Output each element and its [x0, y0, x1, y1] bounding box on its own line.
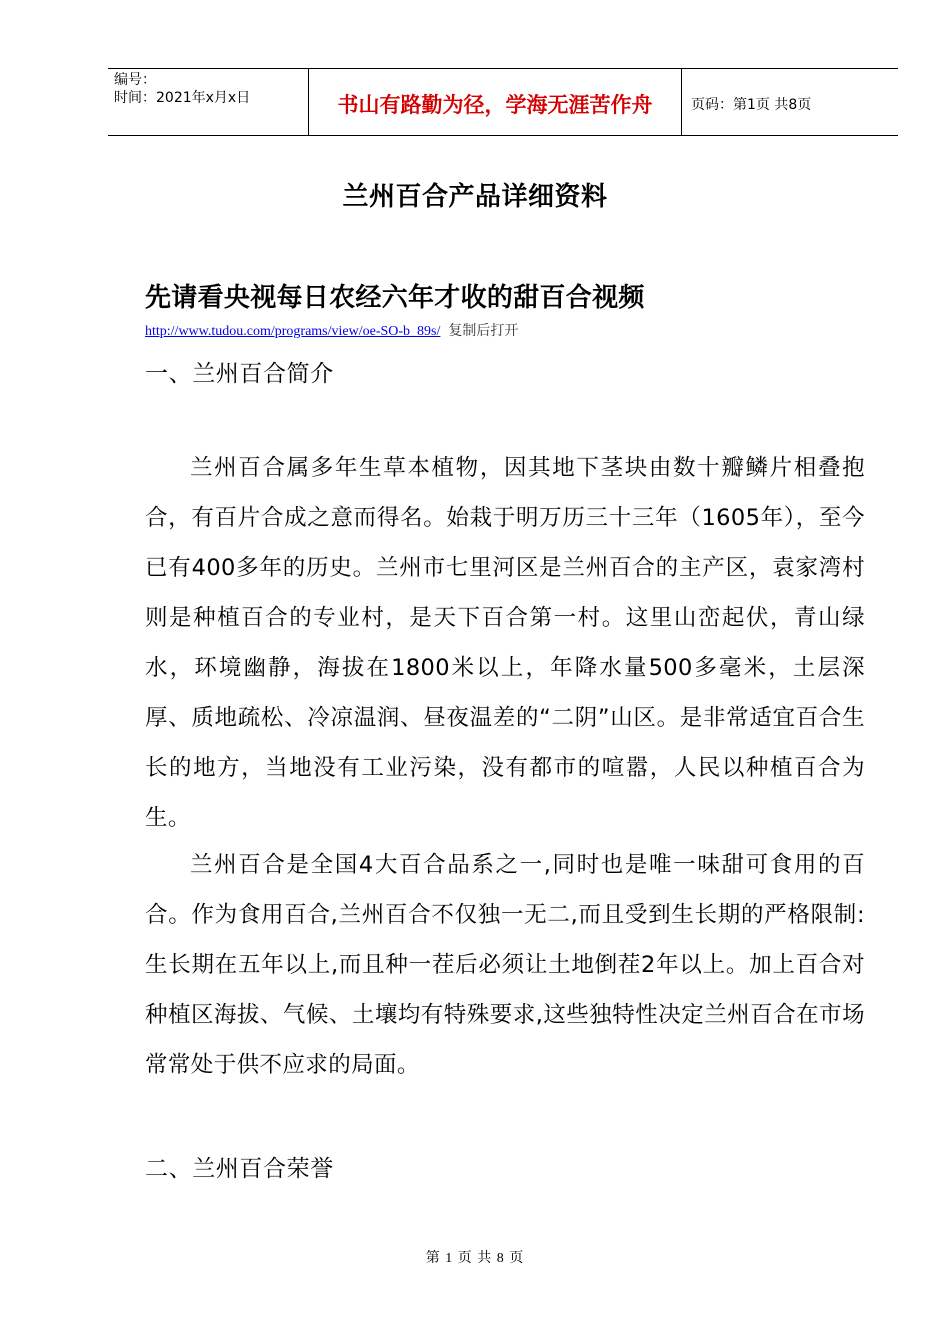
section-heading-intro: 一、兰州百合简介 — [145, 361, 334, 387]
paragraph: 兰州百合是全国4大百合品系之一,同时也是唯一味甜可食用的百合。作为食用百合,兰州百合不仅独一无二,而且受到生长期的严格限制: 生长期在五年以上,而且种一茬后必须让土地倒茬2年以上。加上百合对种植区海拔、气候、土壤均有特殊要求,这些独特性决定兰州百合在市场常常处于供不应求的局面。 — [145, 852, 865, 1078]
video-link[interactable]: http://www.tudou.com/programs/view/oe-SO-b_89s/ — [145, 324, 441, 339]
section-intro-body-2 — [145, 840, 865, 1090]
page-footer: 第 1 页 共 8 页 — [425, 1251, 525, 1266]
document-date-label: 时间：2021年x月x日 — [114, 90, 251, 106]
document-id-label: 编号： — [114, 72, 156, 88]
document-title: 兰州百合产品详细资料 — [342, 182, 608, 212]
page-header — [108, 68, 898, 136]
paragraph: 兰州百合属多年生草本植物，因其地下茎块由数十瓣鳞片相叠抱合，有百片合成之意而得名。始栽于明万历三十三年（1605年），至今已有400多年的历史。兰州市七里河区是兰州百合的主产区，袁家湾村则是种植百合的专业村，是天下百合第一村。这里山峦起伏，青山绿水，环境幽静，海拔在1800米以上，年降水量500多毫米，土层深厚、质地疏松、冷凉温润、昼夜温差的“二阴”山区。是非常适宜百合生长的地方，当地没有工业污染，没有都市的喧嚣，人民以种植百合为生。 — [145, 455, 865, 831]
section-intro-body — [145, 443, 865, 843]
copy-hint: 复制后打开 — [448, 323, 519, 339]
header-motto: 书山有路勤为径，学海无涯苦作舟 — [309, 69, 682, 135]
header-meta-cell — [108, 69, 309, 135]
video-heading: 先请看央视每日农经六年才收的甜百合视频 — [145, 283, 645, 313]
video-link-line — [145, 320, 518, 340]
section-heading-honors: 二、兰州百合荣誉 — [145, 1156, 334, 1182]
header-page-info: 页码：第1页 共8页 — [691, 97, 812, 113]
